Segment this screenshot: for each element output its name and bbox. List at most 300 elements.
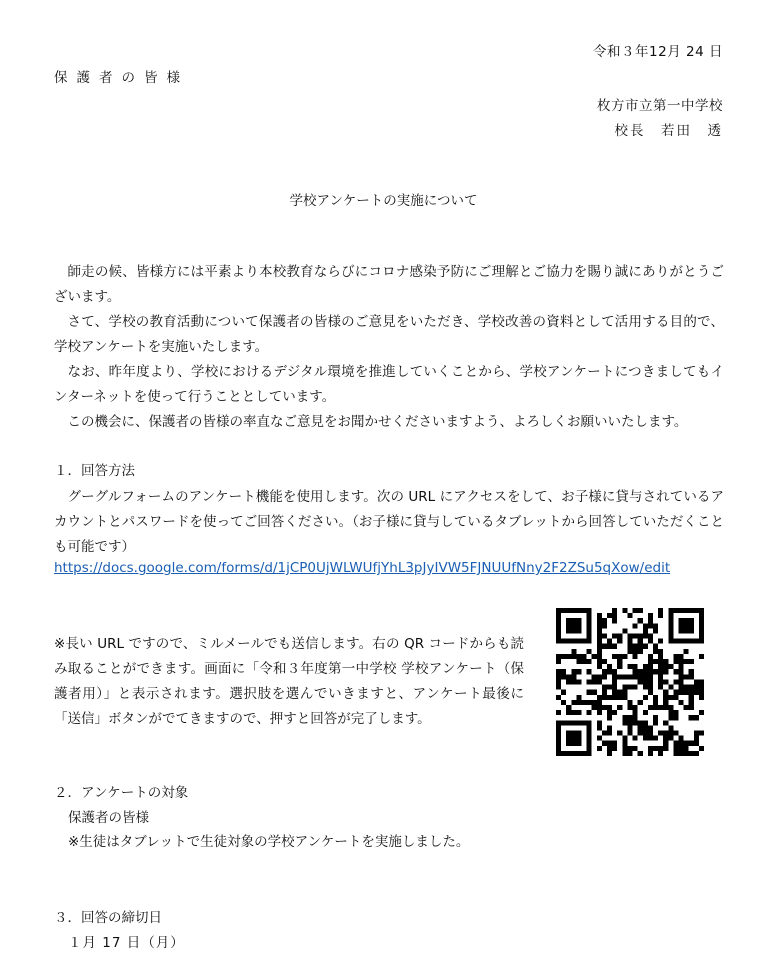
qr-module bbox=[678, 623, 683, 628]
qr-module bbox=[627, 715, 632, 720]
qr-module bbox=[561, 674, 566, 679]
qr-module bbox=[633, 623, 638, 628]
qr-module bbox=[556, 674, 561, 679]
qr-module bbox=[684, 649, 689, 654]
intro-paragraph-2: さて、学校の教育活動について保護者の皆様のご意見をいただき、学校改善の資料として活用する目的で、学校アンケートを実施いたします。 bbox=[54, 314, 724, 355]
qr-module bbox=[617, 690, 622, 695]
qr-module bbox=[587, 613, 592, 618]
qr-module bbox=[678, 659, 683, 664]
qr-module bbox=[684, 746, 689, 751]
qr-module bbox=[678, 608, 683, 613]
qr-module bbox=[678, 674, 683, 679]
qr-module bbox=[566, 623, 571, 628]
qr-module bbox=[607, 669, 612, 674]
qr-module bbox=[622, 695, 627, 700]
qr-module bbox=[643, 695, 648, 700]
qr-module bbox=[689, 639, 694, 644]
qr-module bbox=[597, 720, 602, 725]
qr-module bbox=[638, 720, 643, 725]
qr-module bbox=[643, 623, 648, 628]
qr-module bbox=[638, 751, 643, 756]
qr-module bbox=[622, 608, 627, 613]
qr-module bbox=[566, 679, 571, 684]
qr-module bbox=[668, 695, 673, 700]
qr-module bbox=[627, 613, 632, 618]
qr-module bbox=[643, 644, 648, 649]
qr-module bbox=[668, 736, 673, 741]
qr-module bbox=[566, 720, 571, 725]
qr-module bbox=[663, 700, 668, 705]
qr-module bbox=[582, 654, 587, 659]
qr-module bbox=[633, 649, 638, 654]
qr-module bbox=[673, 710, 678, 715]
qr-module bbox=[658, 685, 663, 690]
qr-module bbox=[571, 628, 576, 633]
qr-module bbox=[673, 654, 678, 659]
qr-module bbox=[694, 679, 699, 684]
qr-module bbox=[694, 685, 699, 690]
qr-module bbox=[699, 746, 704, 751]
qr-module bbox=[699, 613, 704, 618]
qr-module bbox=[643, 685, 648, 690]
qr-module bbox=[602, 741, 607, 746]
qr-module bbox=[561, 608, 566, 613]
qr-module bbox=[556, 695, 561, 700]
section-heading-target: ２．アンケートの対象 bbox=[54, 785, 189, 801]
qr-module bbox=[678, 664, 683, 669]
qr-module bbox=[648, 751, 653, 756]
qr-module bbox=[638, 674, 643, 679]
qr-module bbox=[566, 751, 571, 756]
qr-module bbox=[556, 639, 561, 644]
qr-module bbox=[587, 730, 592, 735]
qr-module bbox=[673, 741, 678, 746]
qr-module bbox=[612, 608, 617, 613]
qr-module bbox=[602, 730, 607, 735]
qr-module bbox=[678, 736, 683, 741]
qr-module bbox=[684, 639, 689, 644]
target-note: ※生徒はタブレットで生徒対象の学校アンケートを実施しました。 bbox=[68, 834, 470, 850]
qr-module bbox=[633, 685, 638, 690]
qr-module bbox=[587, 669, 592, 674]
qr-module bbox=[684, 690, 689, 695]
qr-module bbox=[612, 679, 617, 684]
qr-module bbox=[699, 710, 704, 715]
qr-module bbox=[653, 649, 658, 654]
qr-module bbox=[556, 720, 561, 725]
intro-section bbox=[54, 260, 724, 435]
qr-module bbox=[597, 710, 602, 715]
qr-module bbox=[689, 690, 694, 695]
qr-module bbox=[648, 664, 653, 669]
qr-module bbox=[668, 618, 673, 623]
qr-module bbox=[622, 736, 627, 741]
qr-module bbox=[638, 669, 643, 674]
qr-module bbox=[576, 654, 581, 659]
qr-module bbox=[643, 725, 648, 730]
qr-module bbox=[587, 746, 592, 751]
qr-module bbox=[566, 674, 571, 679]
qr-module bbox=[689, 628, 694, 633]
addressee: 保護者の皆様 bbox=[54, 70, 189, 86]
qr-module bbox=[576, 669, 581, 674]
target-audience: 保護者の皆様 bbox=[68, 810, 149, 826]
qr-module bbox=[622, 741, 627, 746]
qr-module bbox=[576, 618, 581, 623]
qr-module bbox=[571, 654, 576, 659]
qr-module bbox=[587, 628, 592, 633]
qr-module bbox=[571, 674, 576, 679]
qr-module bbox=[663, 720, 668, 725]
qr-module bbox=[566, 608, 571, 613]
qr-module bbox=[571, 623, 576, 628]
qr-module bbox=[648, 674, 653, 679]
qr-module bbox=[689, 751, 694, 756]
qr-module bbox=[678, 690, 683, 695]
qr-module bbox=[658, 639, 663, 644]
qr-module bbox=[556, 654, 561, 659]
qr-module bbox=[597, 659, 602, 664]
qr-module bbox=[643, 664, 648, 669]
qr-module bbox=[653, 705, 658, 710]
qr-module bbox=[653, 700, 658, 705]
qr-module bbox=[576, 730, 581, 735]
qr-module bbox=[622, 746, 627, 751]
qr-module bbox=[556, 669, 561, 674]
qr-module bbox=[699, 618, 704, 623]
qr-module bbox=[602, 690, 607, 695]
qr-module bbox=[556, 623, 561, 628]
qr-module bbox=[627, 644, 632, 649]
qr-module bbox=[582, 639, 587, 644]
qr-module bbox=[597, 725, 602, 730]
qr-module bbox=[556, 613, 561, 618]
qr-module bbox=[663, 741, 668, 746]
qr-module bbox=[673, 679, 678, 684]
qr-module bbox=[643, 634, 648, 639]
qr-module bbox=[597, 649, 602, 654]
qr-module bbox=[638, 649, 643, 654]
qr-module bbox=[648, 736, 653, 741]
qr-module bbox=[694, 741, 699, 746]
qr-module bbox=[602, 674, 607, 679]
qr-module bbox=[699, 730, 704, 735]
qr-module bbox=[576, 639, 581, 644]
qr-module bbox=[638, 618, 643, 623]
qr-module bbox=[592, 679, 597, 684]
qr-module bbox=[617, 705, 622, 710]
qr-module bbox=[694, 608, 699, 613]
qr-module bbox=[633, 669, 638, 674]
qr-module bbox=[689, 715, 694, 720]
qr-module bbox=[699, 634, 704, 639]
qr-module bbox=[653, 669, 658, 674]
qr-module bbox=[633, 634, 638, 639]
qr-module bbox=[633, 705, 638, 710]
qr-module bbox=[648, 725, 653, 730]
qr-module bbox=[556, 679, 561, 684]
qr-module bbox=[622, 751, 627, 756]
qr-module bbox=[699, 623, 704, 628]
qr-module bbox=[638, 730, 643, 735]
qr-module bbox=[571, 669, 576, 674]
qr-module bbox=[607, 725, 612, 730]
qr-module bbox=[627, 705, 632, 710]
qr-module bbox=[612, 685, 617, 690]
qr-module bbox=[678, 639, 683, 644]
qr-module bbox=[607, 613, 612, 618]
qr-module bbox=[617, 674, 622, 679]
qr-module bbox=[612, 746, 617, 751]
qr-module bbox=[607, 746, 612, 751]
qr-module bbox=[617, 654, 622, 659]
qr-module bbox=[597, 654, 602, 659]
qr-module bbox=[622, 628, 627, 633]
qr-module bbox=[673, 669, 678, 674]
qr-module bbox=[673, 639, 678, 644]
qr-module bbox=[694, 736, 699, 741]
qr-module bbox=[648, 613, 653, 618]
intro-paragraph-1: 師走の候、皆様方には平素より本校教育ならびにコロナ感染予防にご理解とご協力を賜り誠にありがとうございます。 bbox=[54, 264, 724, 305]
intro-paragraph-3: なお、昨年度より、学校におけるデジタル環境を推進していくことから、学校アンケートにつきましてもインターネットを使って行うこととしています。 bbox=[54, 364, 724, 405]
qr-module bbox=[622, 685, 627, 690]
qr-module bbox=[633, 654, 638, 659]
qr-module bbox=[607, 664, 612, 669]
qr-module bbox=[658, 654, 663, 659]
qr-module bbox=[673, 715, 678, 720]
qr-module bbox=[576, 700, 581, 705]
qr-module bbox=[556, 618, 561, 623]
qr-module bbox=[622, 720, 627, 725]
qr-module bbox=[648, 623, 653, 628]
qr-module bbox=[633, 608, 638, 613]
document-title: 学校アンケートの実施について bbox=[289, 193, 478, 209]
qr-module bbox=[627, 700, 632, 705]
qr-module bbox=[684, 674, 689, 679]
qr-module bbox=[597, 644, 602, 649]
qr-module bbox=[612, 674, 617, 679]
intro-paragraph-4: この機会に、保護者の皆様の率直なご意見をお聞かせくださいますよう、よろしくお願いいたします。 bbox=[67, 414, 688, 430]
qr-module bbox=[684, 705, 689, 710]
qr-module bbox=[587, 679, 592, 684]
qr-module bbox=[627, 751, 632, 756]
qr-module bbox=[571, 639, 576, 644]
survey-url-link[interactable]: https://docs.google.com/forms/d/1jCP0UjWLWUfjYhL3pJyIVW5FJNUUfNny2F2ZSu5qXow/edit bbox=[54, 560, 671, 576]
qr-module bbox=[694, 690, 699, 695]
qr-module bbox=[612, 695, 617, 700]
qr-module bbox=[653, 720, 658, 725]
qr-module bbox=[689, 674, 694, 679]
qr-module bbox=[561, 654, 566, 659]
qr-module bbox=[627, 664, 632, 669]
qr-module bbox=[571, 751, 576, 756]
qr-module bbox=[633, 715, 638, 720]
qr-module bbox=[643, 669, 648, 674]
qr-module bbox=[658, 669, 663, 674]
qr-module bbox=[627, 649, 632, 654]
qr-module bbox=[668, 685, 673, 690]
qr-module bbox=[556, 730, 561, 735]
qr-module bbox=[668, 628, 673, 633]
qr-module bbox=[638, 634, 643, 639]
qr-module bbox=[658, 613, 663, 618]
qr-module bbox=[602, 623, 607, 628]
qr-module bbox=[607, 741, 612, 746]
principal-name: 校長 若田 透 bbox=[614, 123, 723, 139]
qr-module bbox=[658, 679, 663, 684]
qr-module bbox=[668, 664, 673, 669]
qr-module bbox=[582, 608, 587, 613]
qr-module bbox=[648, 618, 653, 623]
qr-module bbox=[561, 700, 566, 705]
answer-method-section bbox=[54, 485, 724, 560]
qr-module bbox=[658, 659, 663, 664]
qr-module bbox=[612, 654, 617, 659]
qr-module bbox=[556, 685, 561, 690]
qr-module bbox=[653, 736, 658, 741]
qr-module bbox=[648, 669, 653, 674]
qr-module bbox=[592, 690, 597, 695]
qr-module bbox=[648, 690, 653, 695]
qr-module bbox=[587, 700, 592, 705]
qr-module bbox=[622, 690, 627, 695]
qr-module bbox=[566, 654, 571, 659]
qr-module bbox=[689, 685, 694, 690]
qr-module bbox=[663, 730, 668, 735]
qr-module bbox=[566, 618, 571, 623]
qr-module bbox=[576, 720, 581, 725]
qr-module bbox=[658, 608, 663, 613]
qr-module bbox=[643, 628, 648, 633]
qr-module bbox=[668, 608, 673, 613]
qr-module bbox=[576, 659, 581, 664]
qr-module bbox=[638, 679, 643, 684]
qr-module bbox=[587, 618, 592, 623]
qr-module bbox=[597, 618, 602, 623]
qr-module bbox=[587, 634, 592, 639]
school-name: 枚方市立第一中学校 bbox=[597, 98, 723, 114]
qr-module bbox=[648, 730, 653, 735]
qr-module bbox=[571, 710, 576, 715]
qr-module bbox=[689, 705, 694, 710]
qr-module bbox=[561, 639, 566, 644]
qr-module bbox=[653, 628, 658, 633]
qr-module bbox=[597, 705, 602, 710]
qr-module bbox=[627, 634, 632, 639]
qr-module bbox=[587, 639, 592, 644]
qr-module bbox=[556, 741, 561, 746]
qr-module bbox=[592, 705, 597, 710]
qr-module bbox=[602, 659, 607, 664]
qr-module bbox=[668, 634, 673, 639]
qr-module bbox=[571, 649, 576, 654]
qr-module bbox=[658, 705, 663, 710]
qr-module bbox=[678, 669, 683, 674]
qr-module bbox=[684, 659, 689, 664]
qr-module bbox=[658, 649, 663, 654]
qr-module bbox=[699, 654, 704, 659]
qr-module bbox=[678, 700, 683, 705]
qr-module bbox=[689, 608, 694, 613]
qr-module bbox=[607, 639, 612, 644]
section-heading-deadline: ３．回答の締切日 bbox=[54, 910, 162, 926]
qr-module bbox=[678, 618, 683, 623]
qr-module bbox=[556, 634, 561, 639]
qr-module bbox=[607, 715, 612, 720]
qr-module bbox=[561, 669, 566, 674]
qr-module bbox=[643, 736, 648, 741]
qr-module bbox=[561, 751, 566, 756]
qr-module bbox=[571, 700, 576, 705]
qr-module bbox=[668, 705, 673, 710]
qr-module bbox=[597, 695, 602, 700]
qr-module bbox=[694, 730, 699, 735]
qr-module bbox=[617, 730, 622, 735]
qr-module bbox=[668, 730, 673, 735]
qr-module bbox=[638, 608, 643, 613]
qr-module bbox=[592, 700, 597, 705]
qr-module bbox=[673, 659, 678, 664]
qr-module bbox=[643, 720, 648, 725]
qr-module bbox=[556, 628, 561, 633]
qr-module bbox=[587, 710, 592, 715]
qr-module bbox=[678, 679, 683, 684]
qr-module bbox=[571, 679, 576, 684]
qr-module bbox=[663, 736, 668, 741]
qr-module bbox=[668, 710, 673, 715]
qr-module bbox=[673, 751, 678, 756]
qr-module bbox=[597, 700, 602, 705]
qr-module bbox=[602, 685, 607, 690]
qr-module bbox=[571, 720, 576, 725]
qr-module bbox=[678, 628, 683, 633]
qr-module bbox=[689, 741, 694, 746]
deadline-date: １月 17 日（月） bbox=[68, 935, 185, 951]
qr-module bbox=[566, 710, 571, 715]
qr-module bbox=[571, 618, 576, 623]
qr-module bbox=[607, 730, 612, 735]
qr-module bbox=[602, 634, 607, 639]
qr-module bbox=[678, 685, 683, 690]
qr-module bbox=[663, 695, 668, 700]
qr-module bbox=[663, 690, 668, 695]
qr-module bbox=[561, 720, 566, 725]
qr-module bbox=[658, 730, 663, 735]
section-heading-answer-method: １．回答方法 bbox=[54, 463, 135, 479]
qr-module bbox=[566, 736, 571, 741]
qr-module bbox=[582, 659, 587, 664]
qr-module bbox=[617, 664, 622, 669]
qr-module bbox=[678, 746, 683, 751]
qr-module bbox=[576, 695, 581, 700]
qr-module bbox=[597, 628, 602, 633]
qr-module bbox=[627, 725, 632, 730]
qr-module bbox=[612, 613, 617, 618]
qr-module bbox=[699, 695, 704, 700]
qr-module bbox=[576, 628, 581, 633]
qr-module bbox=[556, 608, 561, 613]
qr-module bbox=[617, 659, 622, 664]
qr-module bbox=[699, 690, 704, 695]
qr-module bbox=[633, 674, 638, 679]
qr-module bbox=[663, 705, 668, 710]
qr-note: ※長い URL ですので、ミルメールでも送信します。右の QR コードからも読み取ることができます。画面に「令和３年度第一中学校 学校アンケート（保護者用）」と表示されます。選択肢を選んでいきますと、アンケート最後に「送信」ボタンがでてきますので、押すと回答が完了します。 bbox=[54, 636, 524, 727]
qr-module bbox=[566, 730, 571, 735]
qr-module bbox=[689, 623, 694, 628]
qr-module bbox=[587, 690, 592, 695]
qr-module bbox=[653, 695, 658, 700]
qr-module bbox=[622, 715, 627, 720]
